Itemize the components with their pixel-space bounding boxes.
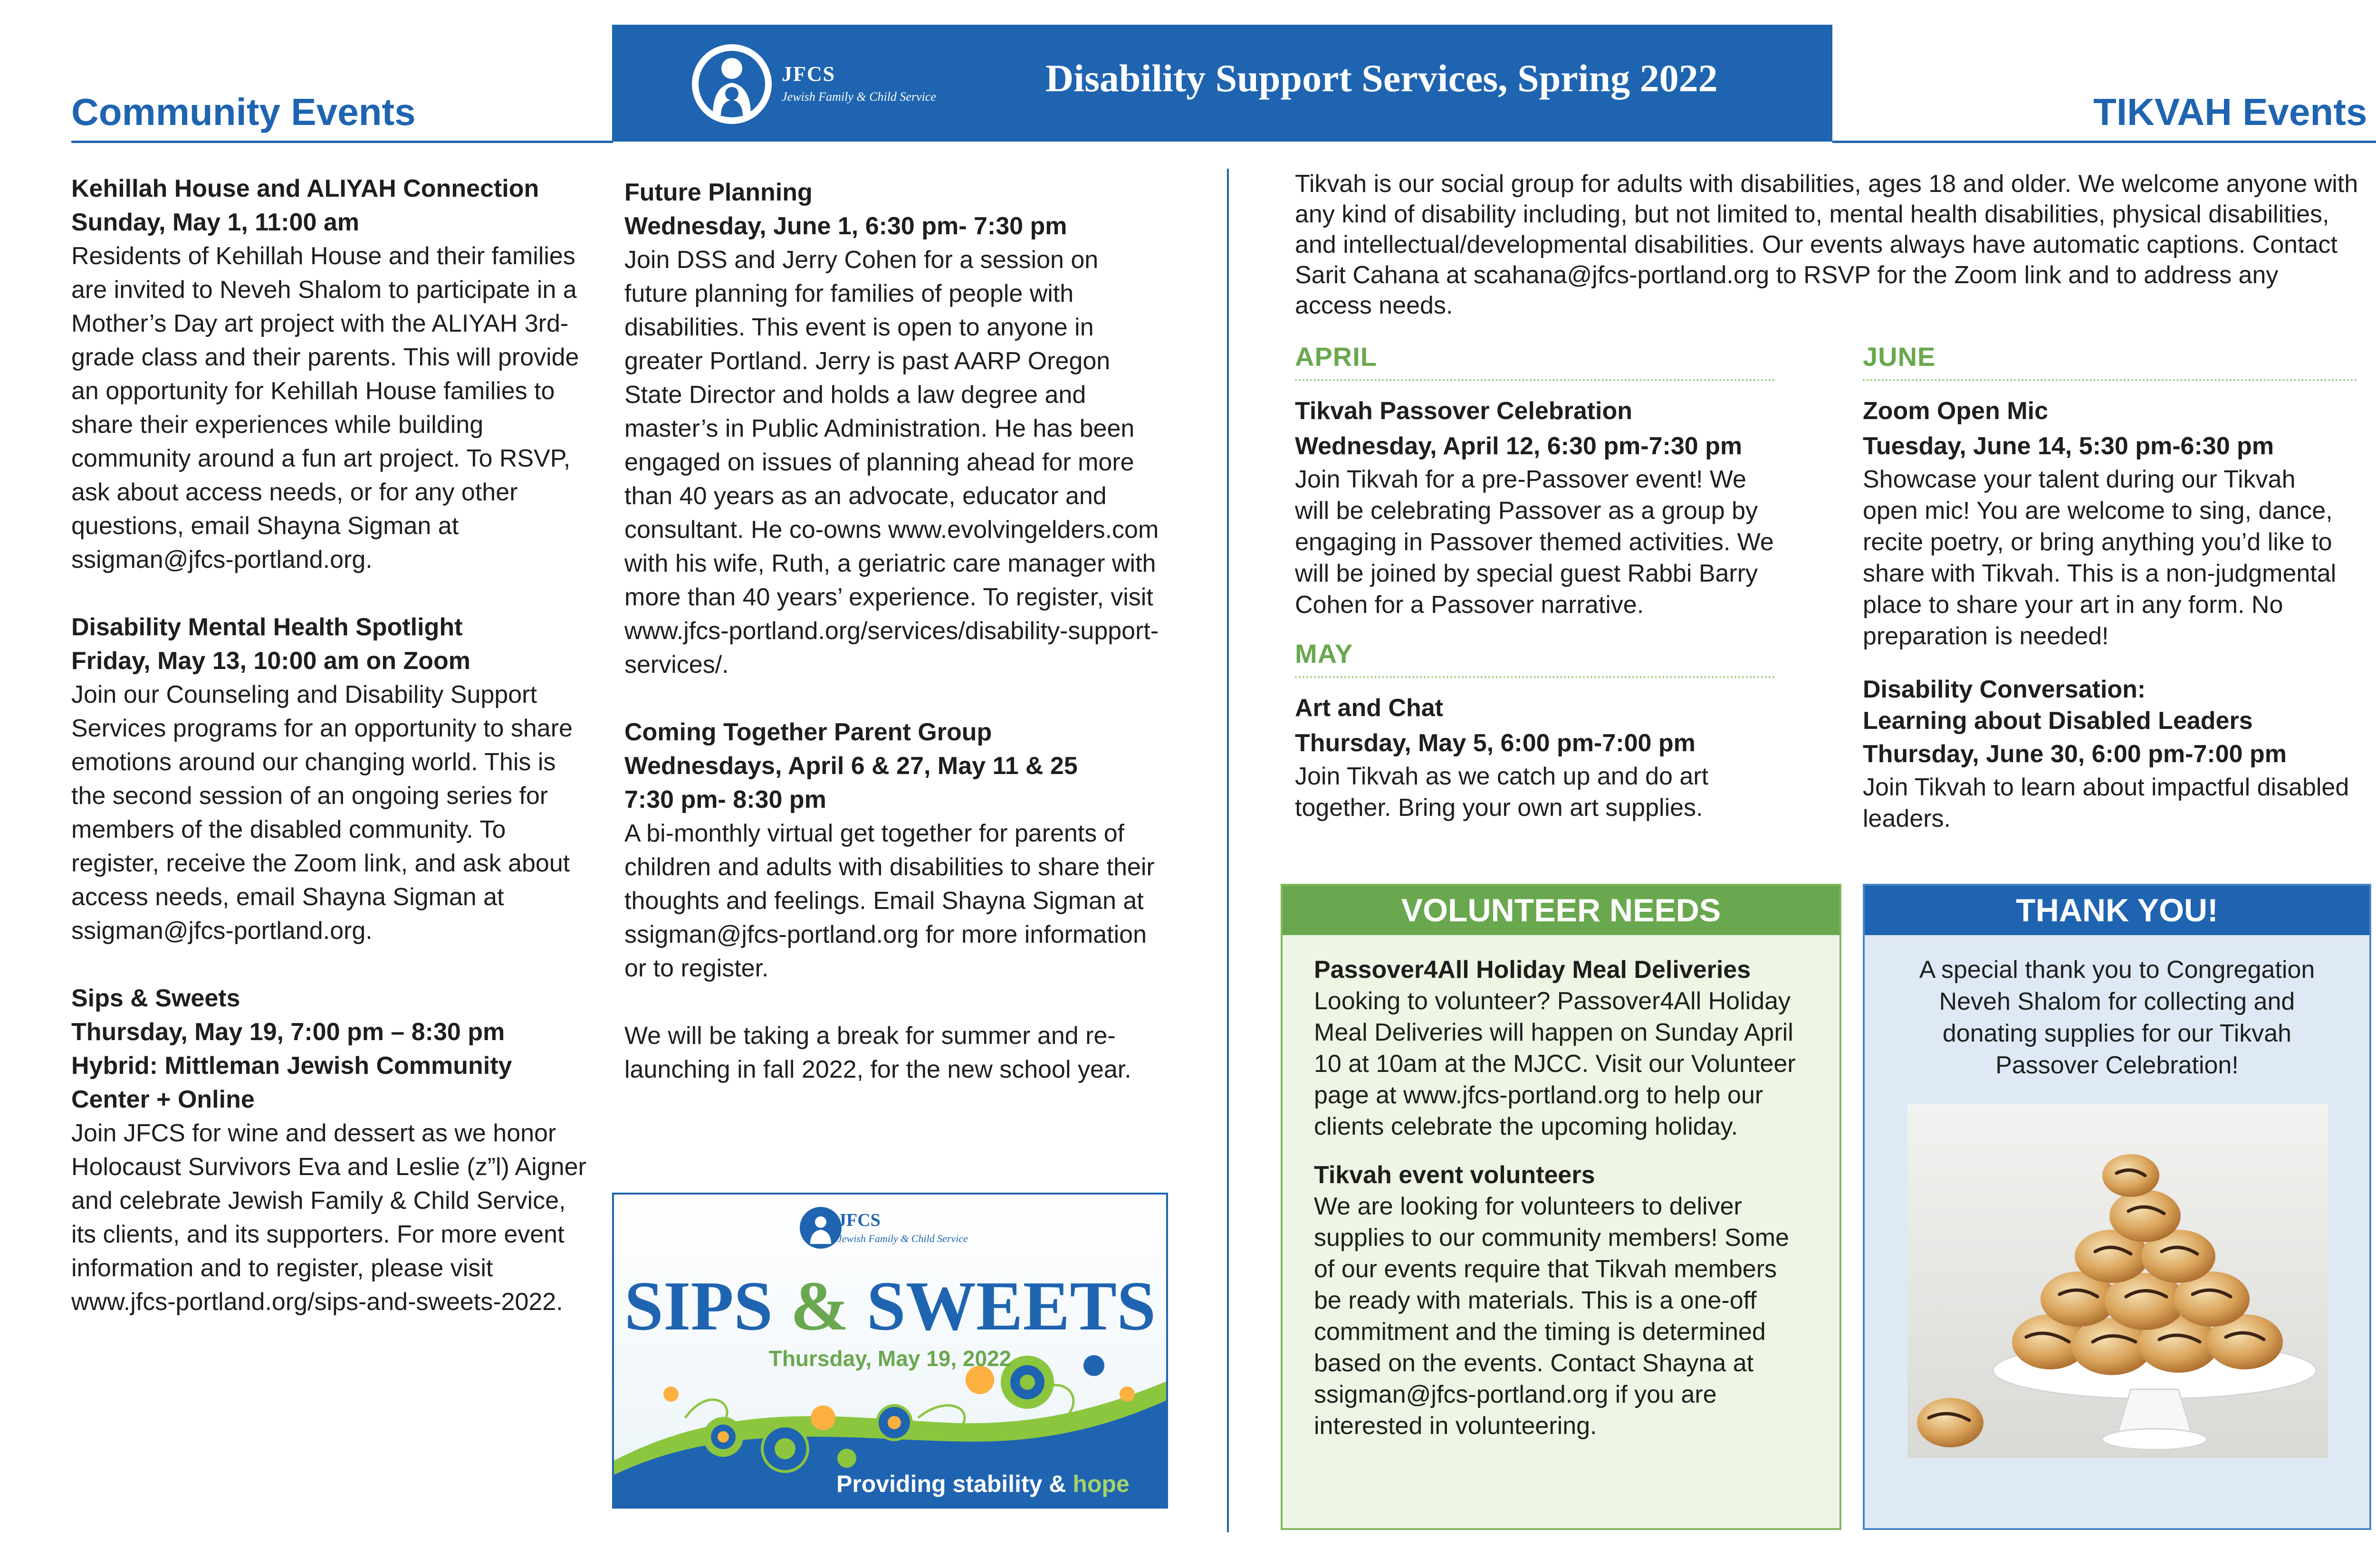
flower-icon — [762, 1426, 808, 1472]
event-desc: Join JFCS for wine and dessert as we honor Holocaust Survivors Eva and Leslie (z”l) Aigner and celebrate Jewish Family & Child Service, its clients, and its supporters. For more event information and to register, please visit www.jfcs-portland.org/sips-and-sweets-2022. — [71, 1119, 586, 1316]
event-desc: Join Tikvah for a pre-Passover event! We will be celebrating Passover as a group by engaging in Passover themed activities. We will be joined by special guest Rabbi Barry Cohen for a Passover narrative. — [1295, 466, 1774, 619]
flower-icon — [703, 1417, 743, 1457]
event-title: Tikvah Passover Celebration — [1295, 397, 1633, 425]
column-divider — [1227, 169, 1229, 1532]
event-when-time: 7:30 pm- 8:30 pm — [624, 786, 826, 813]
tikvah-column-right — [1863, 340, 2357, 834]
volunteer-item-title: Passover4All Holiday Meal Deliveries — [1314, 956, 1751, 984]
event-desc: Join DSS and Jerry Cohen for a session on future planning for families of people with disabilities. This event is open to anyone in greater Portland. Jerry is past AARP Oregon State Director and holds a law degree and master’s in Public Administration. He has been engaged on issues of planning ahead for more than 40 years as an advocate, educator and consultant. He co-owns www.evolvingelders.com with his wife, Ruth, a geriatric care manager with more than 40 years’ experience. To register, visit www.jfcs-portland.org/services/disability-support-services/. — [624, 246, 1159, 679]
event-when: Thursday, May 19, 7:00 pm – 8:30 pm — [71, 1018, 505, 1046]
logo-short: JFCS — [782, 62, 836, 86]
header-rule-left — [71, 141, 613, 143]
event-where: Hybrid: Mittleman Jewish Community Center + Online — [71, 1052, 512, 1113]
event-when: Wednesday, April 12, 6:30 pm-7:30 pm — [1295, 432, 1743, 460]
event-when: Wednesday, June 1, 6:30 pm- 7:30 pm — [624, 212, 1067, 240]
event-title: Future Planning — [624, 179, 813, 206]
logo-full: Jewish Family & Child Service — [782, 90, 936, 104]
community-events-heading: Community Events — [71, 91, 416, 133]
macaroons-photo-icon — [1907, 1104, 2328, 1458]
sips-title-amp: & — [790, 1267, 849, 1345]
event-when: Tuesday, June 14, 5:30 pm-6:30 pm — [1863, 432, 2274, 460]
sips-date: Thursday, May 19, 2022 — [768, 1346, 1012, 1371]
event-sips-sweets — [71, 982, 594, 1319]
sips-logo-text — [837, 1210, 968, 1245]
event-title: Kehillah House and ALIYAH Connection — [71, 175, 539, 202]
volunteer-item-desc: Looking to volunteer? Passover4All Holiday Meal Deliveries will happen on Sunday April 10 at 10am at the MJCC. Visit our Volunteer page at www.jfcs-portland.org to help our clients celebrate the upcoming holiday. — [1314, 987, 1796, 1140]
month-june: JUNE — [1863, 340, 2357, 381]
event-title: Sips & Sweets — [71, 985, 240, 1012]
sips-tagline-b: hope — [1073, 1471, 1130, 1497]
event-title: Disability Mental Health Spotlight — [71, 613, 463, 641]
event-when: Thursday, June 30, 6:00 pm-7:00 pm — [1863, 740, 2287, 768]
event-when: Thursday, May 5, 6:00 pm-7:00 pm — [1295, 729, 1696, 757]
event-desc: Residents of Kehillah House and their families are invited to Neveh Shalom to participate in a Mother’s Day art project with the ALIYAH 3rd-grade class and their parents. This will provide an opportunity for Kehillah House families to share their experiences while building community around a fun art project. To RSVP, ask about access needs, or for any other questions, email Shayna Sigman at ssigman@jfcs-portland.org. — [71, 242, 579, 574]
event-desc: Join our Counseling and Disability Support Services programs for an opportunity to share emotions around our changing world. This is the second session of an ongoing series for members of the disabled community. To register, receive the Zoom link, and ask about access needs, email Shayna Sigman at ssigman@jfcs-portland.org. — [71, 681, 573, 945]
tikvah-column-left — [1295, 340, 1775, 823]
sips-title-b: SWEETS — [866, 1267, 1156, 1345]
event-desc: A bi-monthly virtual get together for parents of children and adults with disabilities to share their thoughts and feelings. Email Shayna Sigman at ssigman@jfcs-portland.org for more information or to register. — [624, 820, 1155, 982]
volunteer-heading: VOLUNTEER NEEDS — [1283, 886, 1839, 935]
sips-title — [614, 1266, 1166, 1347]
event-when: Friday, May 13, 10:00 am on Zoom — [71, 647, 470, 675]
thank-you-text: A special thank you to Congregation Neveh Shalom for collecting and donating supplies for our Tikvah Passover Celebration! — [1919, 956, 2315, 1079]
thank-you-heading: THANK YOU! — [1865, 886, 2369, 935]
summer-break-note: We will be taking a break for summer and re-launching in fall 2022, for the new school year. — [624, 1022, 1131, 1083]
event-when: Wednesdays, April 6 & 27, May 11 & 25 — [624, 752, 1078, 780]
sips-logo-short: JFCS — [837, 1210, 881, 1230]
event-desc: Join Tikvah to learn about impactful disabled leaders. — [1863, 774, 2349, 832]
event-kehillah — [71, 172, 594, 577]
event-desc: Showcase your talent during our Tikvah open mic! You are welcome to sing, dance, recite poetry, or bring anything you’d like to share with Tikvah. This is a non-judgmental place to share your art in any form. No preparation is needed! — [1863, 466, 2337, 650]
event-future-planning — [624, 176, 1161, 682]
month-may: MAY — [1295, 637, 1775, 678]
community-column-1 — [71, 172, 594, 1353]
event-title: Zoom Open Mic — [1863, 397, 2048, 425]
event-mental-health — [71, 611, 594, 948]
sips-tagline-a: Providing stability & — [836, 1471, 1066, 1497]
event-when: Sunday, May 1, 11:00 am — [71, 209, 359, 236]
sips-tagline — [836, 1470, 1130, 1498]
sips-sweets-banner — [612, 1193, 1168, 1509]
tikvah-events-heading: TIKVAH Events — [2093, 91, 2367, 133]
volunteer-body — [1283, 935, 1839, 1442]
volunteer-item-desc: We are looking for volunteers to deliver supplies to our community members! Some of our events require that Tikvah members be ready with materials. This is a one-off commitment and the timing is determined based on the events. Contact Shayna at ssigman@jfcs-portland.org if you are interested in volunteering. — [1314, 1193, 1789, 1440]
event-desc: Join Tikvah as we catch up and do art together. Bring your own art supplies. — [1295, 763, 1709, 822]
event-title: Coming Together Parent Group — [624, 718, 992, 746]
page-title: Disability Support Services, Spring 2022 — [1045, 57, 1718, 100]
header-rule-right — [1832, 141, 2376, 143]
jfcs-logo-icon — [691, 44, 772, 124]
volunteer-item — [1314, 954, 1808, 1142]
sips-title-a: SIPS — [624, 1267, 773, 1345]
volunteer-box — [1281, 884, 1841, 1530]
month-april: APRIL — [1295, 340, 1775, 381]
volunteer-item-title: Tikvah event volunteers — [1314, 1161, 1595, 1189]
thank-you-box — [1863, 884, 2371, 1530]
event-title: Disability Conversation: — [1863, 676, 2146, 703]
event-title: Learning about Disabled Leaders — [1863, 707, 2253, 735]
tikvah-intro: Tikvah is our social group for adults with disabilities, ages 18 and older. We welcome anyone with any kind of disability including, but not limited to, mental health disabilities, physical disabilities, and intellectual/developmental disabilities. Our events always have automatic captions. Contact Sarit Cahana at scahana@jfcs-portland.org to RSVP for the Zoom link and to address any access needs. — [1295, 170, 2358, 319]
sips-logo-full: Jewish Family & Child Service — [837, 1233, 968, 1244]
event-parent-group — [624, 716, 1161, 985]
flower-icon — [877, 1405, 911, 1440]
volunteer-item — [1314, 1159, 1808, 1442]
event-title: Art and Chat — [1295, 694, 1443, 722]
community-column-2 — [624, 176, 1161, 1120]
jfcs-logo-text — [782, 62, 936, 104]
